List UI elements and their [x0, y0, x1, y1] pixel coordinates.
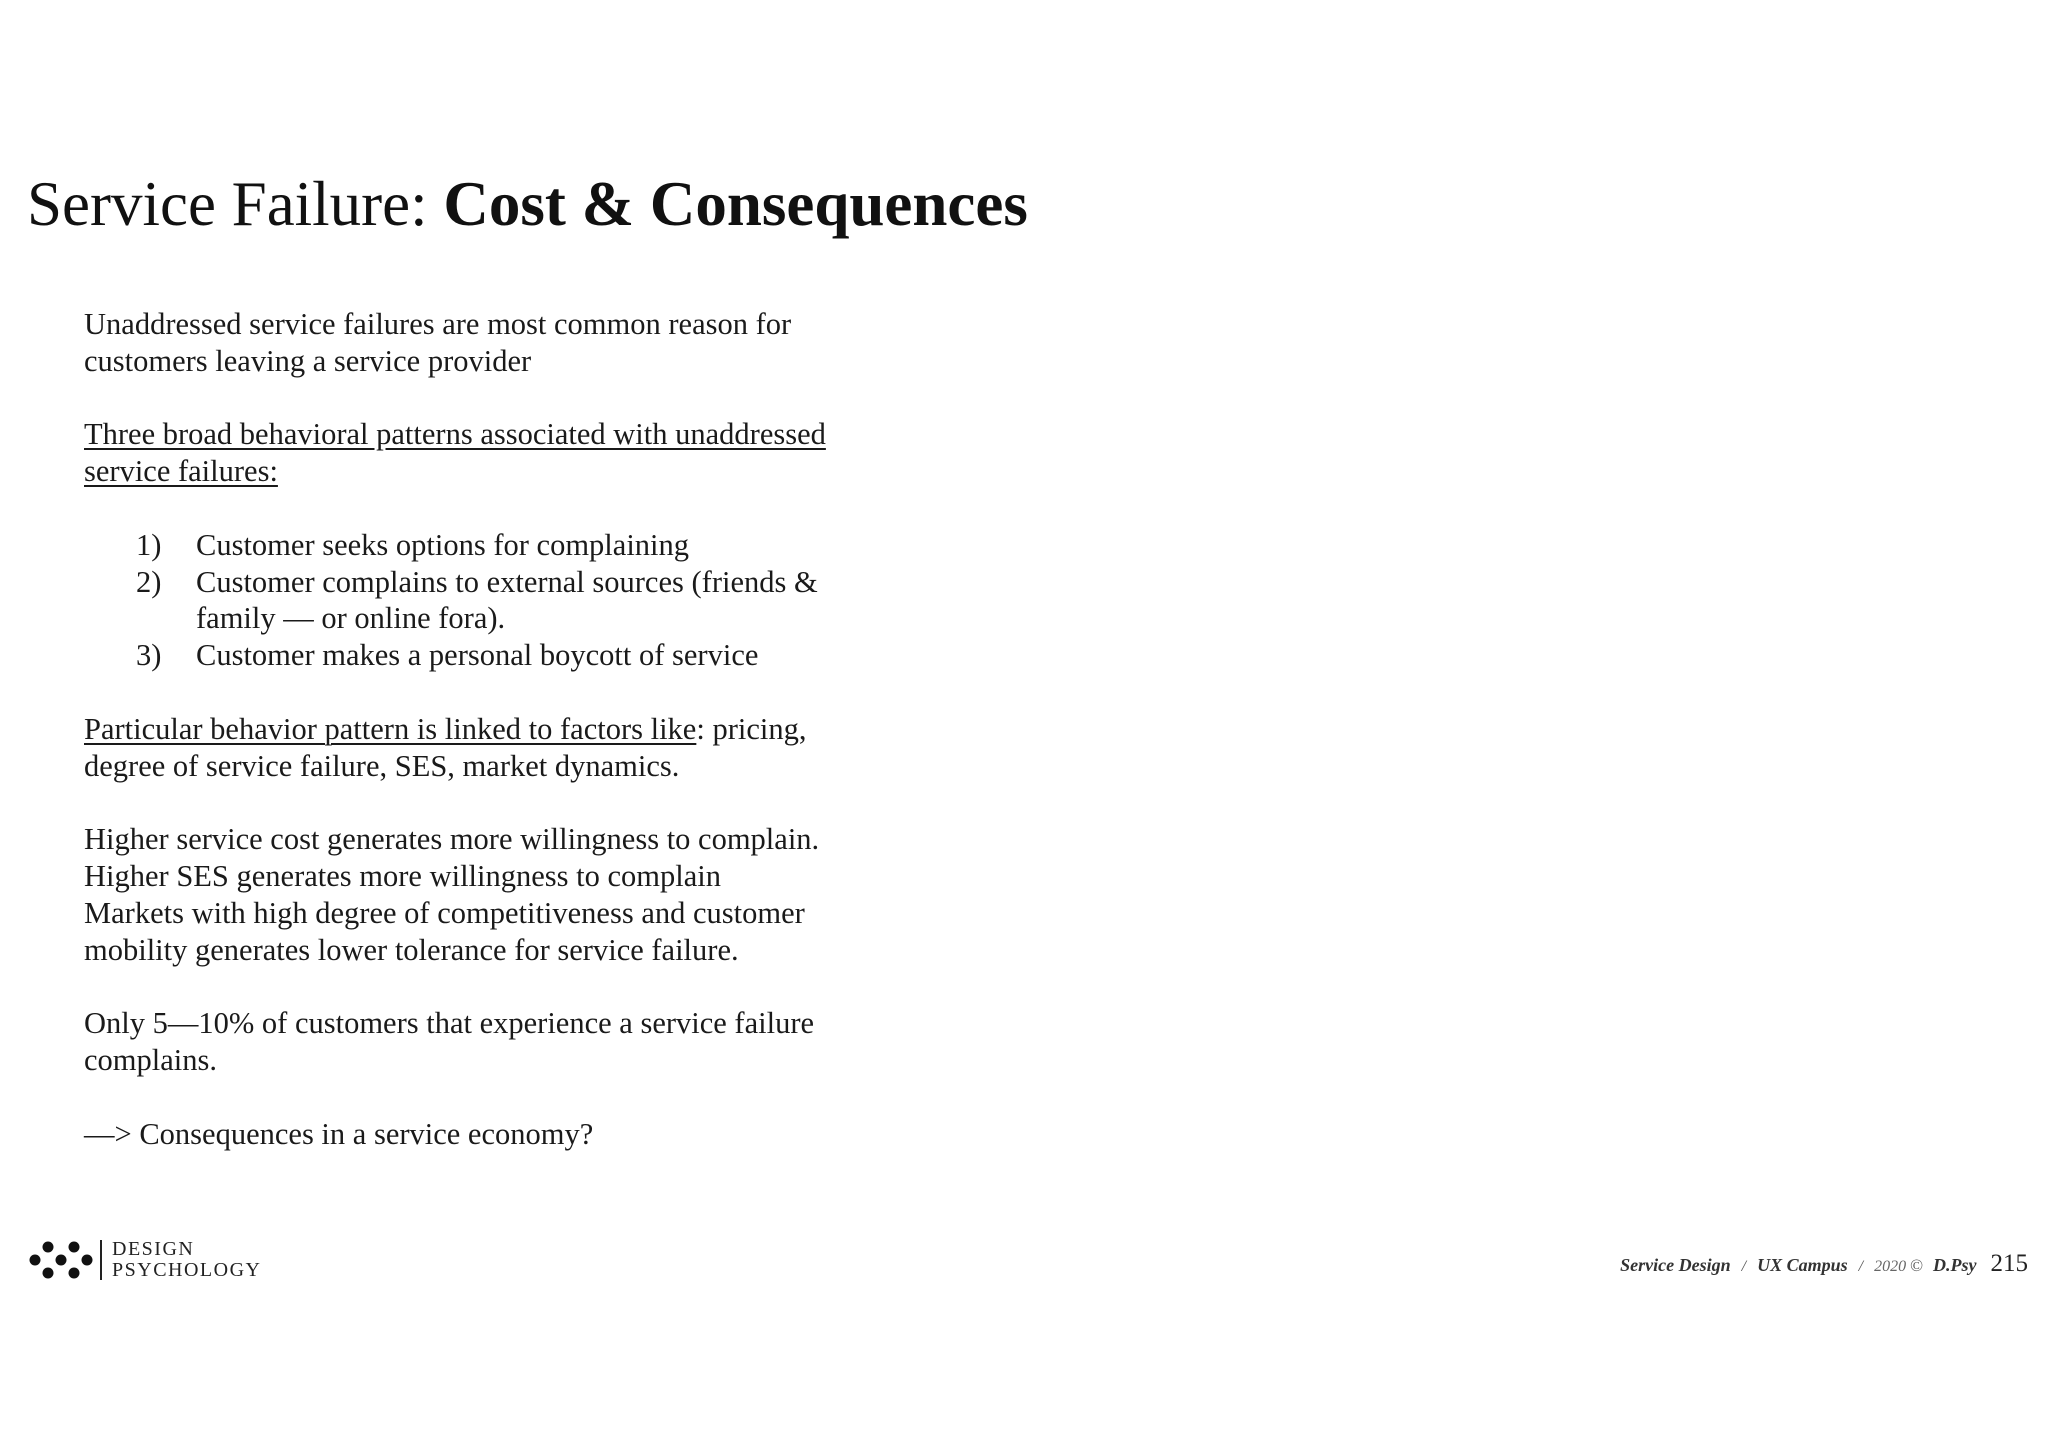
footer-separator: / [1741, 1258, 1747, 1275]
patterns-heading-line-1: Three broad behavioral patterns associated with unaddressed [84, 417, 826, 452]
footer-course: Service Design [1620, 1255, 1731, 1275]
design-psychology-logo [28, 1238, 261, 1282]
willingness-line: mobility generates lower tolerance for service failure. [84, 932, 739, 967]
intro-line-1: Unaddressed service failures are most common reason for [84, 307, 792, 341]
list-item [84, 637, 904, 674]
page-number: 215 [1990, 1250, 2028, 1277]
slide-body [84, 306, 904, 1152]
list-item-text: Customer complains to external sources (friends & [196, 564, 818, 599]
statistic-paragraph [84, 1005, 904, 1079]
footer-author: D.Psy [1933, 1255, 1977, 1275]
willingness-line: Markets with high degree of competitiveness and customer [84, 895, 805, 930]
footer-program: UX Campus [1757, 1255, 1848, 1275]
list-item [84, 564, 904, 638]
statistic-line-1: Only 5—10% of customers that experience a service failure [84, 1006, 815, 1041]
footer-year: 2020 [1874, 1258, 1907, 1275]
intro-paragraph [84, 306, 904, 380]
footer-separator: / [1858, 1258, 1864, 1275]
logo-wordmark [112, 1239, 261, 1281]
title-regular: Service Failure: [27, 169, 444, 239]
list-item-text: Customer makes a personal boycott of service [196, 638, 759, 673]
factors-line-2: degree of service failure, SES, market dynamics. [84, 748, 680, 783]
willingness-line: Higher service cost generates more willingness to complain. [84, 822, 820, 857]
factors-underlined: Particular behavior pattern is linked to factors like [84, 711, 697, 746]
list-item-number: 2) [136, 564, 162, 599]
factors-rest: : pricing, [696, 711, 807, 746]
logo-line-2: PSYCHOLOGY [112, 1259, 262, 1281]
willingness-paragraph [84, 821, 904, 968]
logo-line-1: DESIGN [112, 1238, 195, 1260]
patterns-heading-line-2: service failures: [84, 454, 278, 489]
list-item-text: Customer seeks options for complaining [196, 527, 690, 562]
title-bold: Cost & Consequences [443, 169, 1028, 239]
list-item [84, 527, 904, 564]
logo-divider [100, 1240, 102, 1280]
dot-pattern-logo-icon [28, 1238, 94, 1282]
question-paragraph [84, 1116, 904, 1153]
willingness-line: Higher SES generates more willingness to complain [84, 858, 721, 893]
slide-footer [1620, 1250, 2028, 1278]
list-item-number: 1) [136, 527, 162, 562]
slide-title [27, 170, 1028, 239]
patterns-heading [84, 416, 904, 490]
footer-copyright: © [1910, 1256, 1923, 1275]
statistic-line-2: complains. [84, 1042, 217, 1077]
intro-line-2: customers leaving a service provider [84, 343, 532, 378]
behavior-pattern-list [84, 527, 904, 674]
list-item-number: 3) [136, 638, 162, 673]
factors-paragraph [84, 711, 904, 785]
list-item-text-continued: family — or online fora). [196, 601, 506, 636]
closing-question: —> Consequences in a service economy? [84, 1116, 594, 1151]
